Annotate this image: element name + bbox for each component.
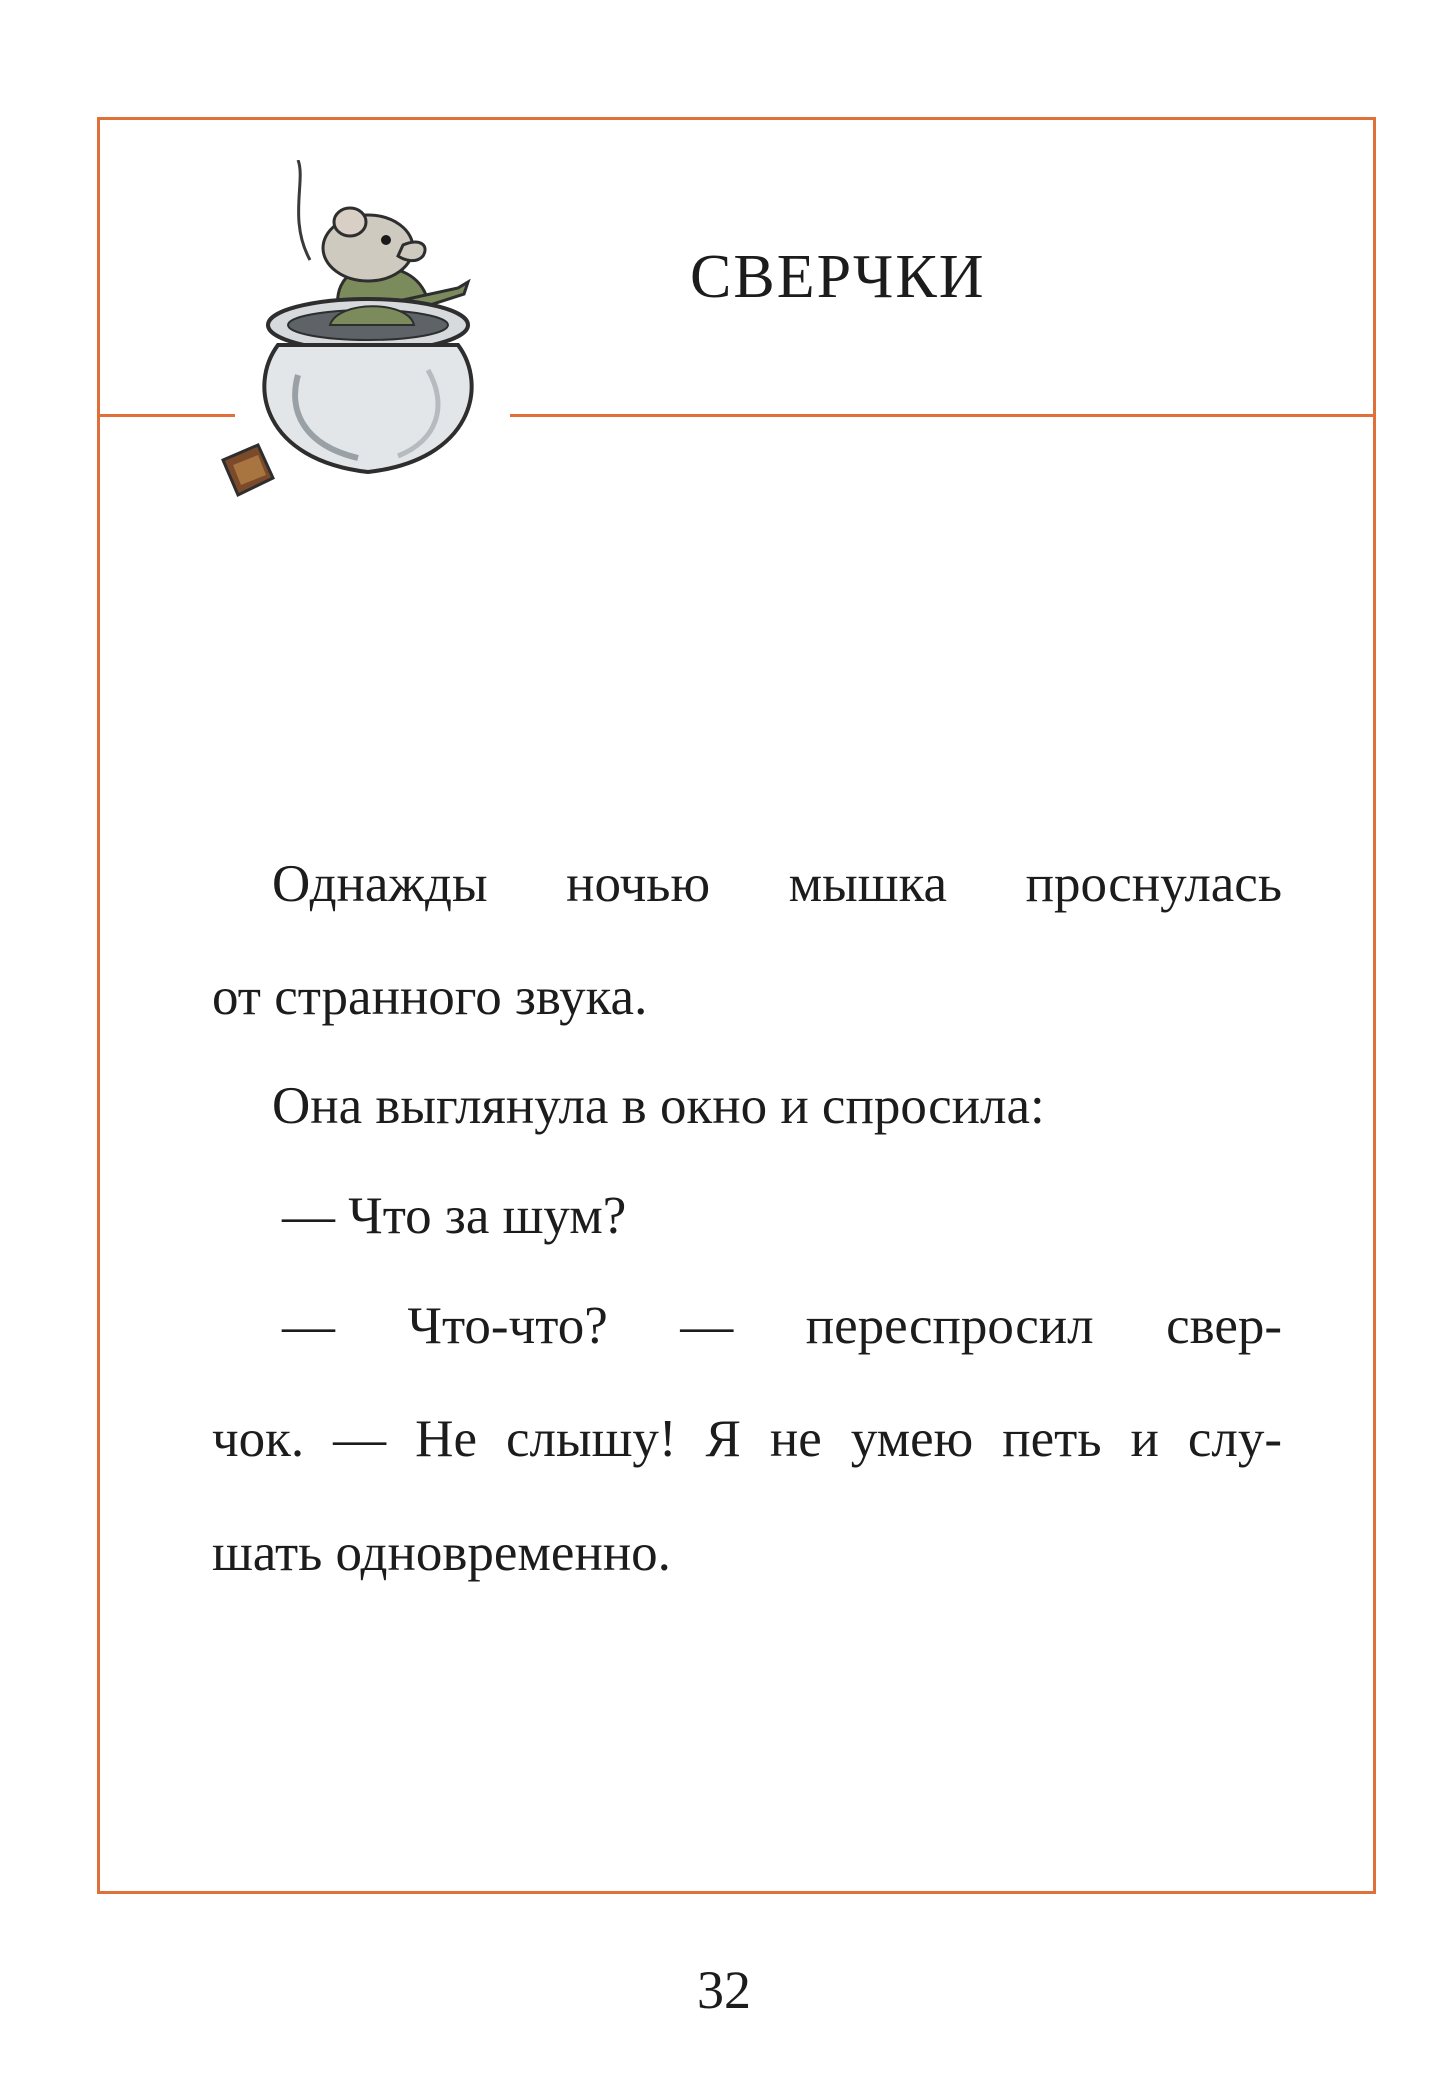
text-line-1: Однажды ночью мышка проснулась — [272, 855, 1282, 913]
mouse-in-pot-icon — [218, 160, 538, 500]
page-number: 32 — [697, 1960, 751, 2020]
text-line-6: чок. — Не слышу! Я не умею петь и слу- — [212, 1410, 1282, 1468]
text-line-7: шать одновременно. — [212, 1524, 671, 1582]
header-rule-left — [97, 414, 235, 417]
text-line-4: — Что за шум? — [282, 1187, 627, 1245]
chapter-title: СВЕРЧКИ — [690, 243, 986, 311]
text-line-3: Она выглянула в окно и спросила: — [272, 1077, 1045, 1135]
header-rule-right — [510, 414, 1376, 417]
text-line-5: — Что-что? — переспросил свер- — [282, 1297, 1282, 1355]
text-line-2: от странного звука. — [212, 968, 648, 1026]
